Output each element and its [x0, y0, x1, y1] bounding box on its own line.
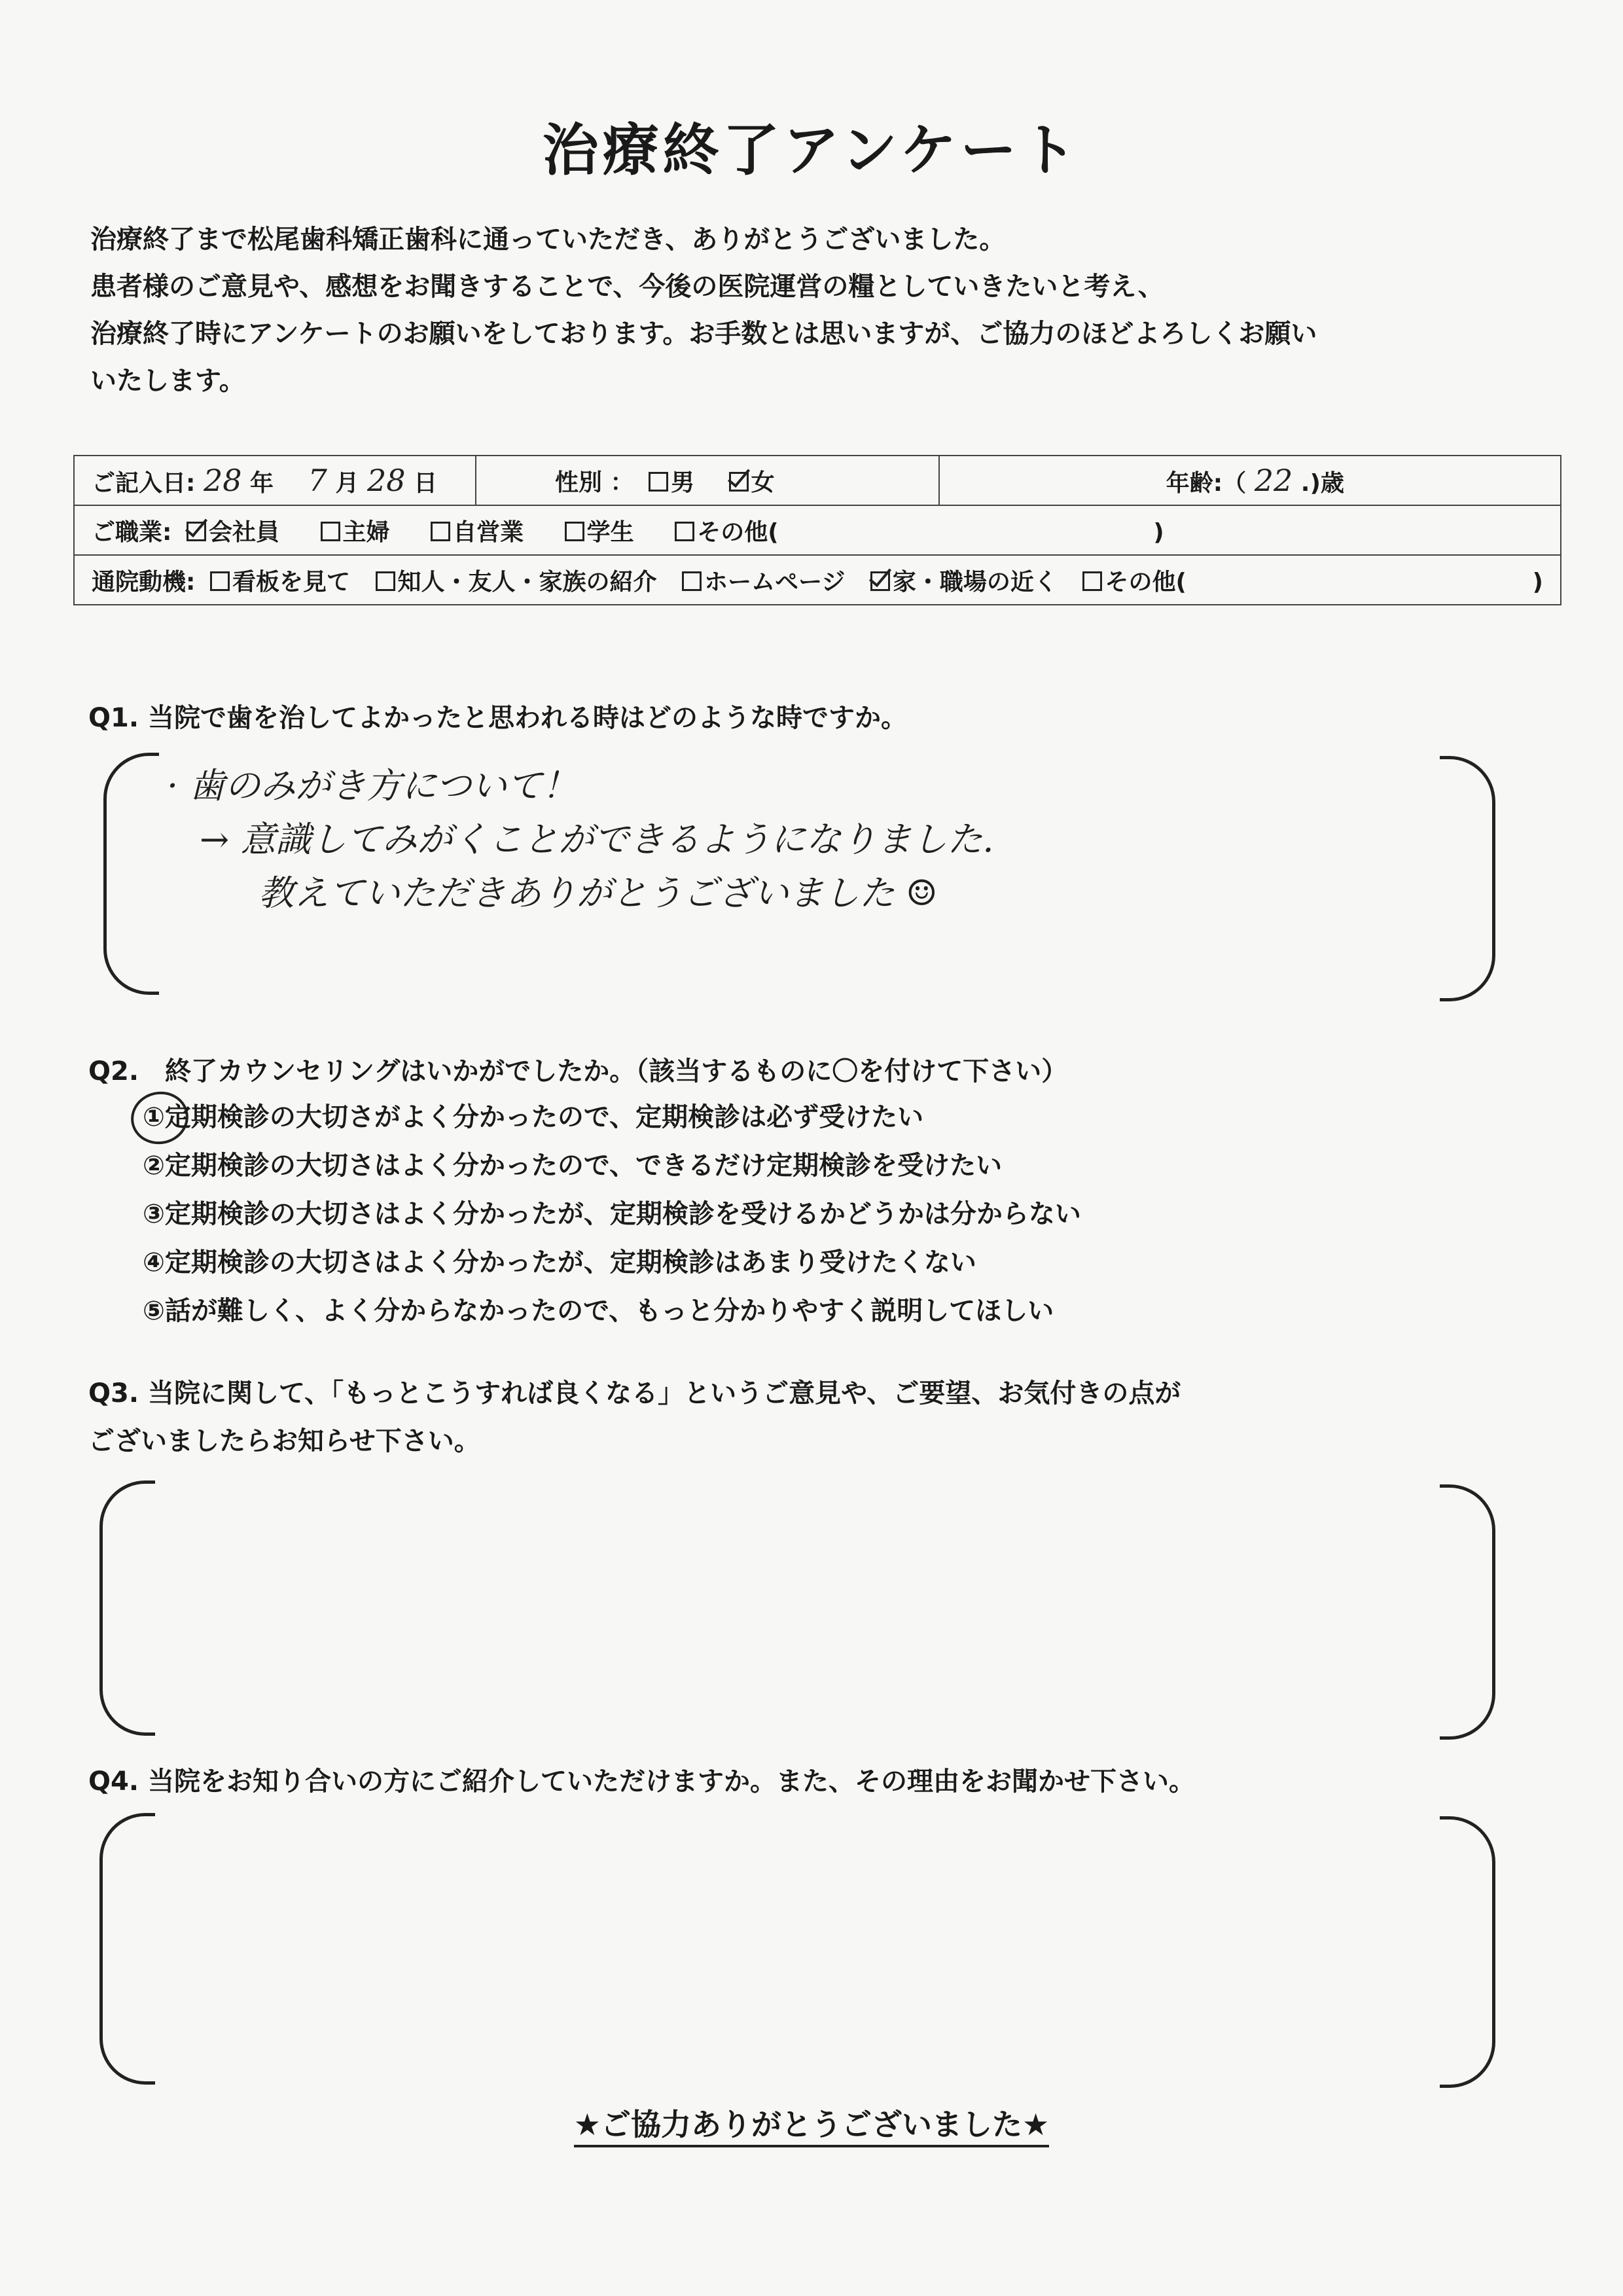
job-other-close: ) — [1153, 518, 1164, 546]
age-value[interactable]: 22 — [1254, 463, 1293, 498]
q1-answer-line: → 意識してみがくことができるようになりました. — [200, 819, 994, 860]
gender-male-label: 男 — [671, 469, 695, 496]
age-cell — [939, 456, 1561, 505]
q2-choice-2[interactable]: ②定期検診の大切さはよく分かったので、できるだけ定期検診を受けたい — [143, 1151, 1003, 1181]
q4-answer-area[interactable] — [164, 1826, 1427, 2068]
intro-line: 治療終了時にアンケートのお願いをしております。お手数とは思いますが、ご協力のほどよろしくお願い — [90, 319, 1317, 349]
q3-question-line1: Q3. 当院に関して、「もっとこうすれば良くなる」というご意見や、ご要望、お気付きの点が — [88, 1378, 1181, 1408]
date-month-value[interactable]: 7 — [308, 463, 327, 498]
q2-choice-1[interactable]: ①定期検診の大切さがよく分かったので、定期検診は必ず受けたい — [143, 1102, 924, 1132]
q1-answer[interactable] — [167, 759, 994, 920]
q1-bracket-right — [1440, 756, 1495, 1001]
q2-question: Q2. 終了カウンセリングはいかがでしたか。（該当するものに〇を付けて下さい） — [88, 1056, 1068, 1086]
job-housewife-checkbox[interactable] — [321, 522, 340, 541]
job-label: ご職業: — [92, 518, 172, 546]
reason-homepage-checkbox[interactable] — [682, 571, 702, 591]
job-option-label: 学生 — [586, 518, 634, 546]
reason-label: 通院動機: — [92, 568, 196, 596]
reason-option-label: 看板を見て — [232, 568, 350, 596]
age-unit: .)歳 — [1300, 470, 1344, 497]
page-title: 治療終了アンケート — [542, 118, 1081, 183]
gender-cell — [476, 456, 939, 505]
gender-male-checkbox[interactable] — [649, 472, 668, 492]
reason-nearby-checkbox[interactable] — [870, 571, 890, 591]
intro-text — [90, 216, 1530, 404]
job-option-label: その他( — [697, 518, 779, 546]
reason-referral-checkbox[interactable] — [376, 571, 395, 591]
year-unit: 年 — [250, 470, 274, 497]
job-company-checkbox[interactable] — [187, 522, 206, 541]
day-unit: 日 — [414, 470, 438, 497]
intro-line: いたします。 — [90, 366, 245, 396]
footer-thanks — [0, 2101, 1623, 2144]
date-cell — [74, 456, 476, 505]
q1-answer-line: · 歯のみがき方について！ — [167, 765, 578, 806]
q3-bracket-left — [99, 1480, 155, 1736]
job-option-label: 会社員 — [208, 518, 279, 546]
month-unit: 月 — [335, 470, 359, 497]
q1-answer-line: 教えていただきありがとうございました ☺ — [259, 872, 938, 914]
reason-other-close: ) — [1532, 568, 1543, 596]
intro-line: 治療終了まで松尾歯科矯正歯科に通っていただき、ありがとうございました。 — [90, 224, 1006, 255]
job-option-label: 主婦 — [342, 518, 390, 546]
intro-line: 患者様のご意見や、感想をお聞きすることで、今後の医院運営の糧としていきたいと考え、 — [90, 272, 1164, 302]
reason-option-label: その他( — [1105, 568, 1186, 596]
q1-bracket-left — [103, 753, 159, 995]
reason-option-label: 知人・友人・家族の紹介 — [397, 568, 657, 596]
job-selfemployed-checkbox[interactable] — [431, 522, 450, 541]
job-other-checkbox[interactable] — [675, 522, 694, 541]
q2-choice-5[interactable]: ⑤話が難しく、よく分からなかったので、もっと分かりやすく説明してほしい — [143, 1296, 1054, 1326]
job-student-checkbox[interactable] — [565, 522, 584, 541]
gender-female-checkbox[interactable] — [729, 472, 749, 492]
gender-label: 性別 ： — [555, 469, 634, 496]
date-year-value[interactable]: 28 — [203, 463, 242, 498]
q1-question: Q1. 当院で歯を治してよかったと思われる時はどのような時ですか。 — [88, 703, 907, 733]
job-option-label: 自営業 — [453, 518, 524, 546]
q3-question-line2: ございましたらお知らせ下さい。 — [88, 1426, 480, 1456]
patient-info-table — [73, 455, 1561, 605]
q4-bracket-right — [1440, 1816, 1495, 2088]
q3-answer-area[interactable] — [164, 1492, 1427, 1721]
age-label: 年齢:（ — [1166, 470, 1247, 497]
date-label: ご記入日: — [92, 470, 196, 497]
job-row — [74, 505, 1561, 555]
q3-bracket-right — [1440, 1484, 1495, 1740]
q4-bracket-left — [99, 1813, 155, 2085]
reason-other-checkbox[interactable] — [1082, 571, 1102, 591]
gender-female-label: 女 — [751, 469, 775, 496]
footer-text: ★ご協力ありがとうございました★ — [574, 2107, 1049, 2147]
q2-choices — [143, 1093, 1081, 1335]
reason-row — [74, 555, 1561, 605]
date-day-value[interactable]: 28 — [367, 463, 406, 498]
q4-question: Q4. 当院をお知り合いの方にご紹介していただけますか。また、その理由をお聞かせ下さい。 — [88, 1767, 1195, 1797]
reason-option-label: ホームページ — [704, 568, 846, 596]
q2-choice-3[interactable]: ③定期検診の大切さはよく分かったが、定期検診を受けるかどうかは分からない — [143, 1199, 1081, 1229]
q2-choice-4[interactable]: ④定期検診の大切さはよく分かったが、定期検診はあまり受けたくない — [143, 1247, 976, 1278]
reason-sign-checkbox[interactable] — [210, 571, 230, 591]
reason-option-label: 家・職場の近く — [892, 568, 1058, 596]
